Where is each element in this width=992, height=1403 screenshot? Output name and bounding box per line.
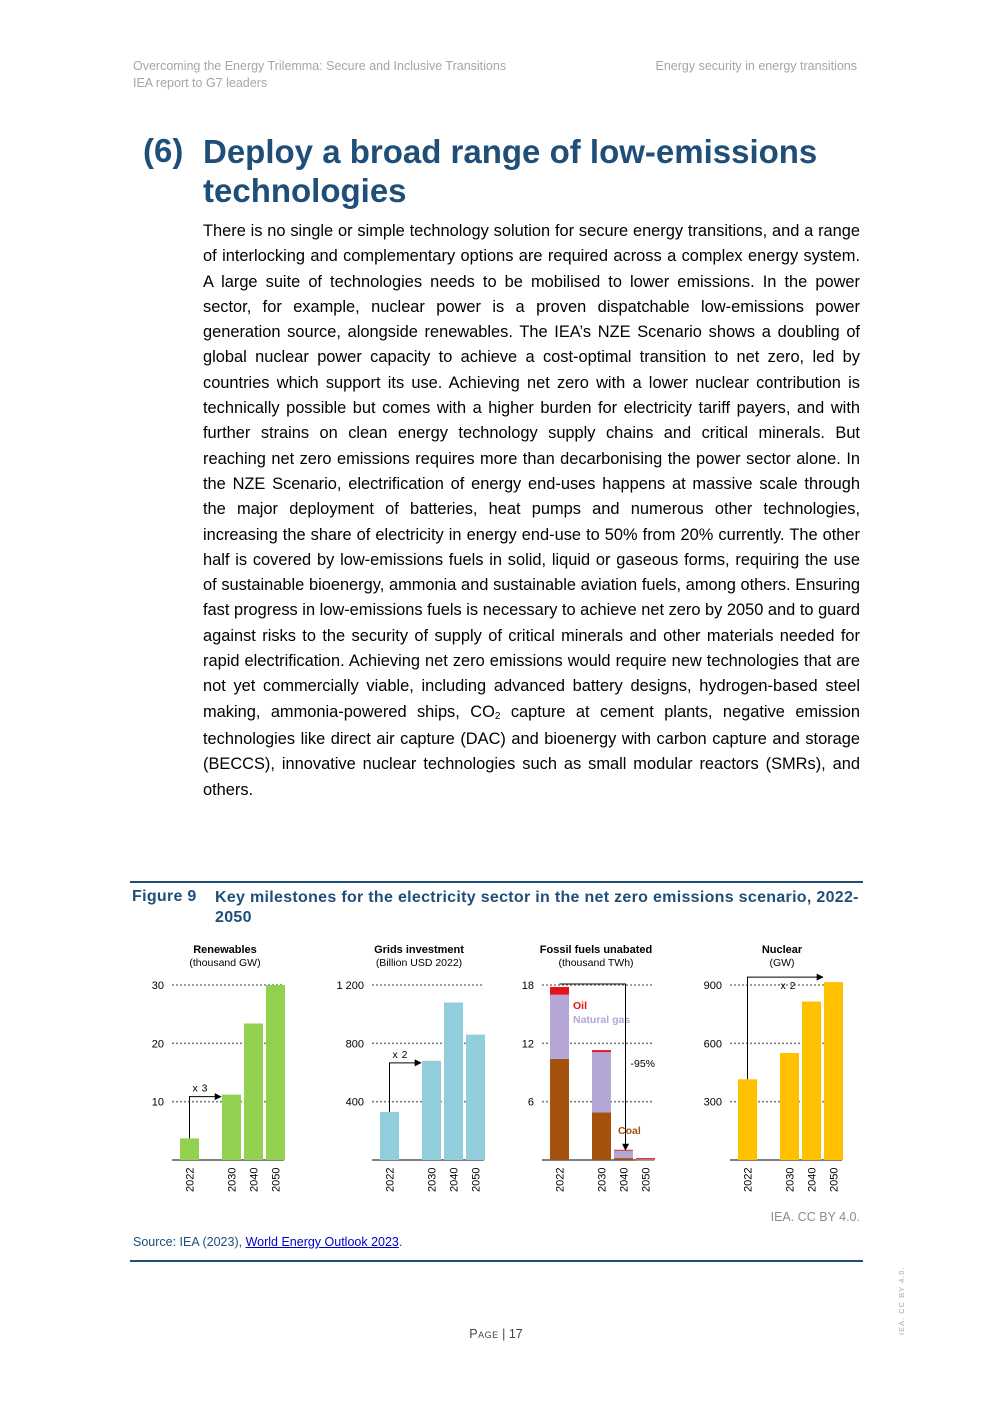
- x-tick-label: 2022: [742, 1167, 755, 1192]
- chart-title: Fossil fuels unabated: [539, 944, 653, 956]
- running-header-left: [133, 58, 506, 92]
- y-tick-label: 20: [151, 1038, 164, 1051]
- body-text-part1: There is no single or simple technology solution for secure energy transitions, and a range of interlocking and complementary options are required across a complex energy system. A large suite of technologies needs to be mobilised to lower emissions. In the power sector, for example, nuclear power is a proven dispatchable low-emissions power generation source, alongside renewables. The IEA’s NZE Scenario shows a doubling of global nuclear power capacity to achieve a cost-optimal transition to net zero, led by countries which support its use. Achieving net zero with a lower nuclear contribution is technically possible but comes with a higher burden for electricity tariff payers, and with further strains on clean energy technology supply chains and critical minerals. But reaching net zero emissions requires more than decarbonising the power sector alone. In the NZE Scenario, electrification of energy end-uses happens at massive scale through the major deployment of batteries, heat pumps and numerous other technologies, increasing the share of electricity in energy end-use to 50% from 20% currently. The other half is covered by low-emissions fuels in solid, liquid or gaseous forms, requiring the use of sustainable bioenergy, ammonia and sustainable aviation fuels, among others. Ensuring fast progress in low-emissions fuels is necessary to achieve net zero by 2050 and to guard against risks to the security of supply of critical minerals and other materials needed for rapid electrification. Achieving net zero emissions would require new technologies that are not yet commercially viable, including advanced battery designs, hydrogen-based steel making, ammonia-powered ships, CO: [203, 222, 860, 721]
- x-tick-label: 2050: [640, 1167, 653, 1192]
- figure-bottom-rule: [130, 1260, 863, 1262]
- x-tick-label: 2030: [596, 1167, 609, 1192]
- series-label: Natural gas: [573, 1014, 631, 1026]
- chart-subtitle: (thousand GW): [189, 957, 261, 969]
- x-tick-label: 2040: [618, 1167, 631, 1192]
- bar-segment-natural-gas: [592, 1052, 611, 1112]
- y-tick-label: 10: [151, 1096, 164, 1109]
- chart-title: Grids investment: [374, 944, 464, 956]
- bar-segment-coal: [636, 1160, 655, 1161]
- bar-segment-oil: [550, 987, 569, 995]
- bar-segment-oil: [636, 1158, 655, 1159]
- body-text-part2: capture at cement plants, negative emission technologies like direct air capture (DAC) and bioenergy with carbon capture and storage (BECCS), innovative nuclear technologies such as small modular reactors (SMRs), and others.: [203, 702, 860, 799]
- annotation-label: x 2: [780, 980, 797, 993]
- x-tick-label: 2040: [806, 1167, 819, 1192]
- annotation-label: x 2: [392, 1048, 409, 1061]
- report-title: Overcoming the Energy Trilemma: Secure and Inclusive Transitions: [133, 59, 507, 73]
- figure-top-rule: [130, 881, 863, 883]
- page-number: 17: [508, 1327, 523, 1341]
- bar: [244, 1024, 263, 1161]
- bar: [444, 1003, 463, 1161]
- section-number: (6): [143, 132, 184, 169]
- bar: [738, 1079, 757, 1160]
- bar-segment-coal: [592, 1112, 611, 1160]
- y-tick-label: 900: [703, 980, 722, 992]
- series-label: Oil: [573, 1000, 588, 1012]
- bar: [266, 985, 285, 1160]
- series-label: Coal: [618, 1125, 641, 1137]
- annotation-arrow: [390, 1063, 422, 1112]
- bar: [422, 1061, 441, 1160]
- chart-title: Nuclear: [761, 944, 803, 956]
- bar: [802, 1002, 821, 1160]
- y-tick-label: 300: [703, 1096, 722, 1109]
- annotation-label: -95%: [630, 1058, 656, 1070]
- x-tick-label: 2030: [784, 1167, 797, 1192]
- body-paragraph: [203, 219, 860, 803]
- figure-credit: IEA. CC BY 4.0.: [770, 1210, 860, 1224]
- y-tick-label: 18: [521, 980, 534, 992]
- annotation-label: x 3: [192, 1082, 209, 1095]
- page-word: Page: [469, 1327, 499, 1341]
- bar: [180, 1138, 199, 1160]
- x-tick-label: 2050: [270, 1167, 283, 1192]
- annotation-arrow: [190, 1097, 222, 1139]
- y-tick-label: 1 200: [336, 980, 364, 992]
- x-tick-label: 2040: [448, 1167, 461, 1192]
- source-prefix: Source: IEA (2023),: [133, 1235, 246, 1249]
- bar: [222, 1095, 241, 1160]
- chart-subtitle: (GW): [769, 957, 795, 969]
- chart-title: Renewables: [193, 944, 257, 956]
- x-tick-label: 2050: [828, 1167, 841, 1192]
- figure-title: Key milestones for the electricity sector in the net zero emissions scenario, 2022-2050: [215, 889, 859, 926]
- y-tick-label: 600: [703, 1038, 722, 1051]
- y-tick-label: 6: [527, 1096, 534, 1109]
- bar: [380, 1112, 399, 1160]
- source-suffix: .: [398, 1235, 403, 1249]
- y-tick-label: 800: [345, 1038, 364, 1051]
- bar: [466, 1035, 485, 1160]
- x-tick-label: 2030: [426, 1167, 439, 1192]
- page-footer: Page | 17: [469, 1327, 523, 1341]
- bar: [824, 982, 843, 1160]
- side-credit: IEA. CC BY 4.0.: [897, 1266, 906, 1335]
- bar-segment-coal: [614, 1158, 633, 1160]
- bar-segment-natural-gas: [614, 1150, 633, 1158]
- bar-segment-natural-gas: [550, 995, 569, 1059]
- section-title: Deploy a broad range of low-emissions technologies: [203, 133, 818, 209]
- source-link[interactable]: World Energy Outlook 2023: [245, 1235, 399, 1249]
- y-tick-label: 12: [521, 1038, 534, 1051]
- bar-segment-coal: [550, 1059, 569, 1160]
- x-tick-label: 2022: [554, 1167, 567, 1192]
- report-subtitle: IEA report to G7 leaders: [133, 76, 268, 90]
- y-tick-label: 30: [151, 980, 164, 992]
- x-tick-label: 2030: [226, 1167, 239, 1192]
- chart-subtitle: (Billion USD 2022): [375, 957, 463, 969]
- bar-segment-oil: [592, 1050, 611, 1052]
- x-tick-label: 2040: [248, 1167, 261, 1192]
- figure-source: [133, 1235, 402, 1249]
- y-tick-label: 400: [345, 1096, 364, 1109]
- body-subscript: 2: [494, 710, 501, 722]
- x-tick-label: 2022: [184, 1167, 197, 1192]
- figure-charts: [130, 935, 865, 1205]
- chart-subtitle: (thousand TWh): [558, 957, 634, 969]
- figure-label: Figure 9: [132, 888, 197, 905]
- x-tick-label: 2050: [470, 1167, 483, 1192]
- running-header-right: Energy security in energy transitions: [655, 59, 857, 73]
- bar: [780, 1053, 799, 1160]
- bar-segment-oil: [614, 1150, 633, 1151]
- x-tick-label: 2022: [384, 1167, 397, 1192]
